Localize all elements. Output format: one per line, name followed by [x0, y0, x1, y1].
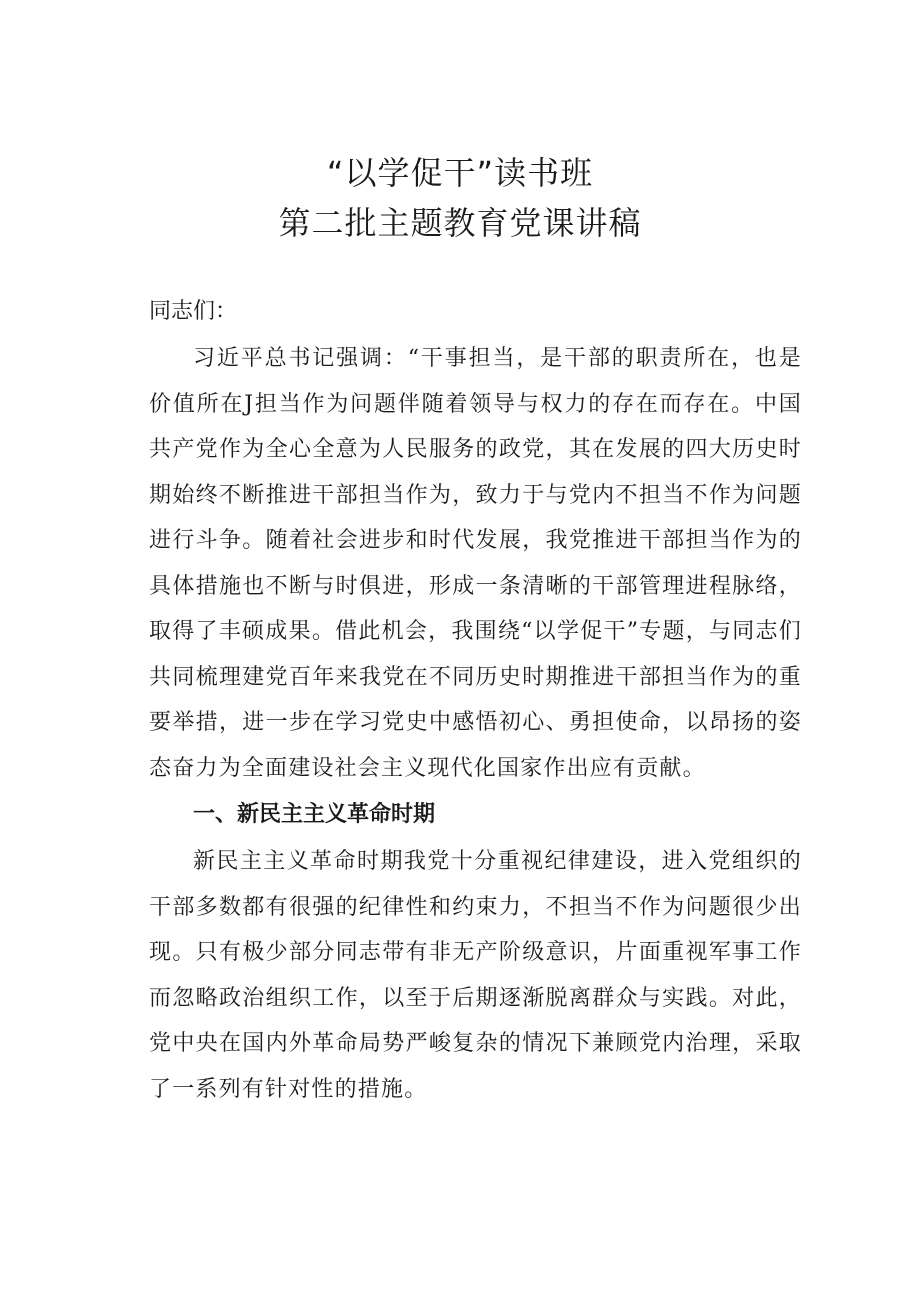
salutation: 同志们：	[149, 299, 238, 324]
document-title	[0, 148, 920, 248]
paragraph-section-1: 新民主主义革命时期我党十分重视纪律建设，进入党组织的干部多数都有很强的纪律性和约束力，不担当不作为问题很少出现。只有极少部分同志带有非无产阶级意识，片面重视军事工作而忽略政治组织工作，以至于后期逐渐脱离群众与实践。对此，党中央在国内外革命局势严峻复杂的情况下兼顾党内治理，采取了一系列有针对性的措施。	[149, 849, 802, 1102]
section-heading: 一、新民主主义革命时期	[193, 802, 436, 827]
document-body	[149, 288, 802, 1112]
paragraph-intro: 习近平总书记强调：“干事担当，是干部的职责所在，也是价值所在J担当作为问题伴随着领导与权力的存在而存在。中国共产党作为全心全意为人民服务的政党，其在发展的四大历史时期始终不断推进干部担当作为，致力于与党内不担当不作为问题进行斗争。随着社会进步和时代发展，我党推进干部担当作为的具体措施也不断与时俱进，形成一条清晰的干部管理进程脉络，取得了丰硕成果。借此机会，我围绕“以学促干”专题，与同志们共同梳理建党百年来我党在不同历史时期推进干部担当作为的重要举措，进一步在学习党史中感悟初心、勇担使命，以昂扬的姿态奋力为全面建设社会主义现代化国家作出应有贡献。	[149, 346, 802, 781]
title-line-2: 第二批主题教育党课讲稿	[278, 204, 642, 242]
title-line-1: “以学促干”读书班	[326, 154, 594, 192]
